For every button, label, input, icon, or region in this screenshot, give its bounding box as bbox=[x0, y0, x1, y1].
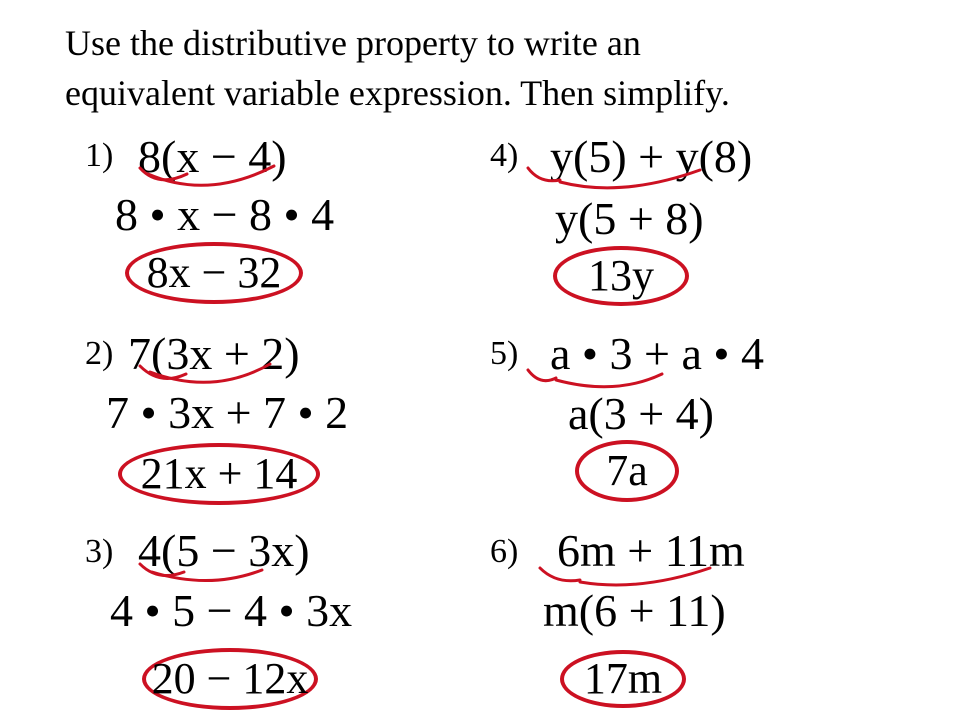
problem-label: 1) bbox=[85, 137, 114, 174]
problem-expression: 6m + 11m bbox=[557, 525, 745, 576]
distributed-step: 7 • 3x + 7 • 2 bbox=[106, 387, 349, 438]
problem-expression: a • 3 + a • 4 bbox=[550, 328, 764, 379]
circled-answer: 17m bbox=[560, 650, 686, 708]
problem-expression: 7(3x + 2) bbox=[128, 328, 300, 379]
instructions bbox=[65, 18, 730, 118]
problem-label: 2) bbox=[85, 335, 114, 372]
distributed-step: 8 • x − 8 • 4 bbox=[115, 189, 335, 240]
problem-label: 6) bbox=[490, 533, 519, 570]
instructions-line-2: equivalent variable expression. Then simplify. bbox=[65, 73, 730, 113]
distributed-step: 4 • 5 − 4 • 3x bbox=[110, 585, 353, 636]
factored-step: a(3 + 4) bbox=[568, 388, 714, 439]
instructions-line-1: Use the distributive property to write an bbox=[65, 23, 641, 63]
problem-expression: y(5) + y(8) bbox=[550, 131, 753, 182]
circled-answer: 21x + 14 bbox=[118, 443, 320, 505]
circled-answer: 20 − 12x bbox=[142, 648, 318, 710]
factored-step: y(5 + 8) bbox=[555, 193, 704, 244]
circled-answer: 7a bbox=[575, 440, 679, 502]
problem-label: 5) bbox=[490, 335, 519, 372]
problem-label: 4) bbox=[490, 137, 519, 174]
factored-step: m(6 + 11) bbox=[543, 585, 726, 636]
problem-label: 3) bbox=[85, 533, 114, 570]
problem-expression: 8(x − 4) bbox=[138, 131, 287, 182]
problem-expression: 4(5 − 3x) bbox=[138, 525, 310, 576]
circled-answer: 13y bbox=[553, 246, 689, 306]
circled-answer: 8x − 32 bbox=[125, 242, 303, 304]
